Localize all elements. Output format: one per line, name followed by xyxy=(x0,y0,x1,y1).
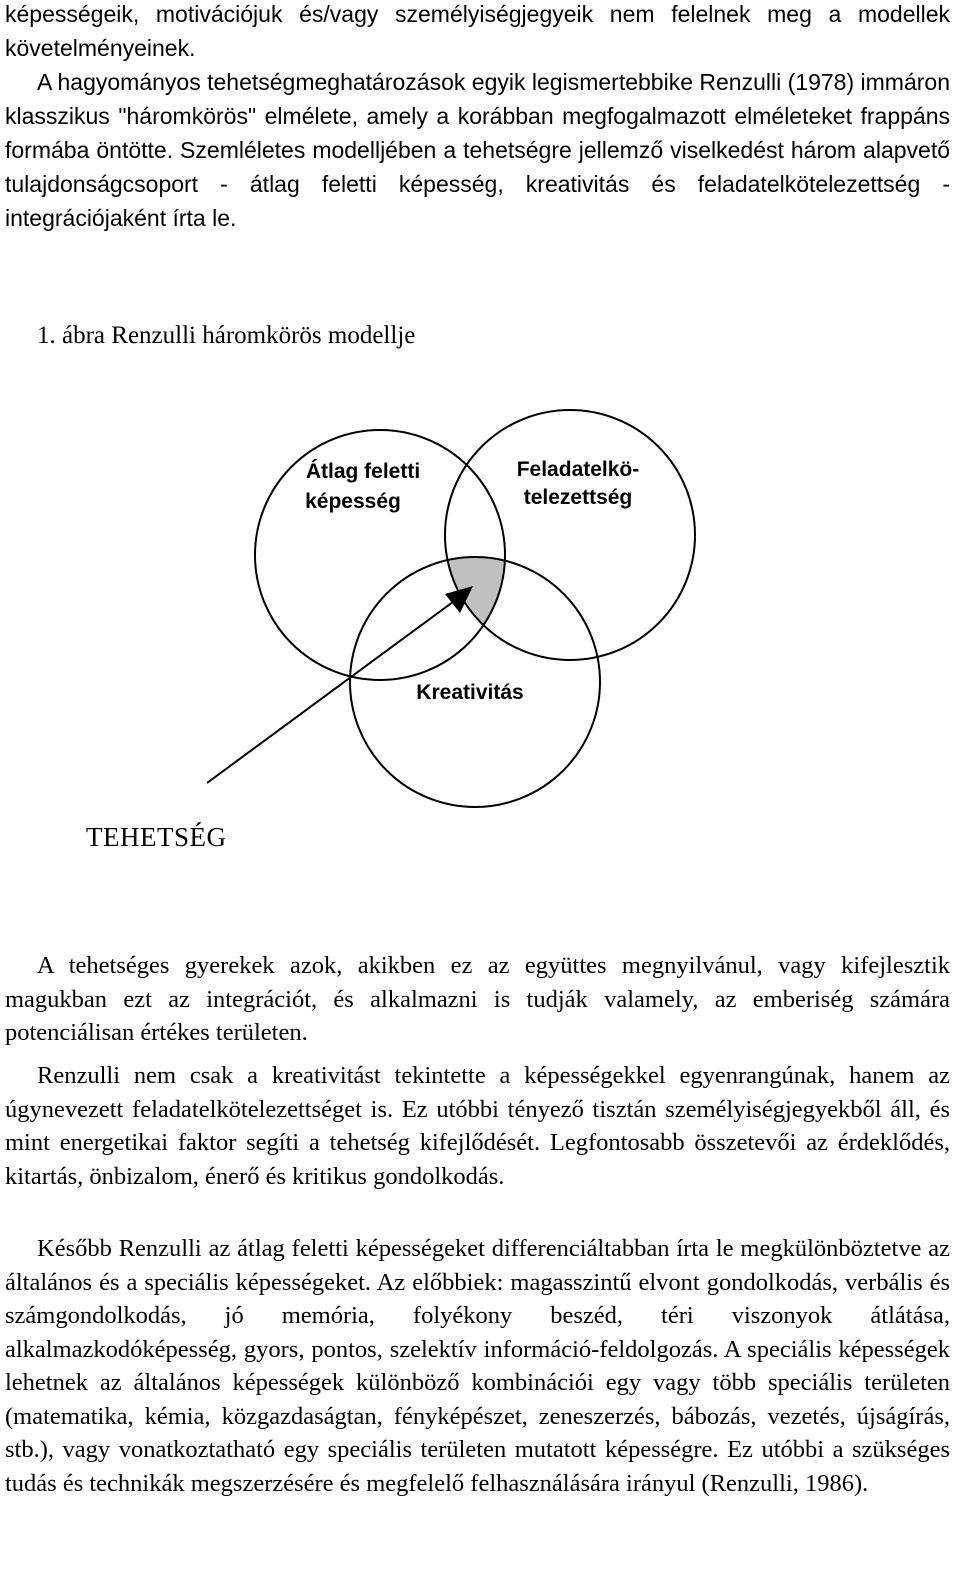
paragraph-3-text: Később Renzulli az átlag feletti képességeket differenciáltabban írta le megkülönböztetve az általános és a speciális képességeket. Az előbbiek: magasszintű elvont gondolkodás, verbális és számgondolkodás, jó memória, folyékony beszéd, téri viszonyok átlátása, alkalmazkodóképesség, gyors, pontos, szelektív információ-feldolgozás. A speciális képességek lehetnek az általános képességek különböző kombinációi egy vagy több speciális területen (matematika, kémia, közgazdaságtan, fényképészet, zeneszerzés, bábozás, vezetés, újságírás, stb.), vagy vonatkoztatható egy speciális területen mutatott képességre. Ez utóbbi a szükséges tudás és technikák megszerzésére és megfelelő felhasználására irányul (Renzulli, 1986). xyxy=(5,1235,950,1497)
ability-label-line2: képesség xyxy=(305,490,401,513)
figure-caption: 1. ábra Renzulli háromkörös modellje xyxy=(37,322,416,349)
paragraph-2-text: Renzulli nem csak a kreativitást tekintette a képességekkel egyenrangúnak, hanem az úgynevezett feladatelkötelezettséget is. Ez utóbbi tényező tisztán személyiségjegyekből áll, és mint energetikai faktor segíti a tehetség kifejlődését. Legfontosabb összetevői az érdeklődés, kitartás, önbizalom, énerő és kritikus gondolkodás. xyxy=(5,1062,950,1190)
talent-label: TEHETSÉG xyxy=(86,822,227,852)
paragraph-1-text: A tehetséges gyerekek azok, akikben ez az együttes megnyilvánul, vagy kifejlesztik magukban ezt az integrációt, és alkalmazni is tudják valamely, az emberiség számára potenciálisan értékes területen. xyxy=(5,952,950,1046)
intro-lead: képességeik, motivációjuk és/vagy személyiségjegyeik nem felelnek meg a modellek követelményeinek. xyxy=(5,1,950,61)
intro-body: A hagyományos tehetségmeghatározások egyik legismertebbike Renzulli (1978) immáron klasszikus "háromkörös" elmélete, amely a korábban megfogalmazott elméleteket frappáns formába öntötte. Szemléletes modelljében a tehetségre jellemző viselkedést három alapvető tulajdonságcsoport - átlag feletti képesség, kreativitás és feladatelkötelezettség - integrációjaként írta le. xyxy=(5,69,950,231)
venn-diagram xyxy=(0,400,960,820)
creativity-label: Kreativitás xyxy=(416,681,524,704)
paragraph-1 xyxy=(5,949,950,1050)
paragraph-3 xyxy=(5,1232,950,1500)
commitment-label-line2: telezettség xyxy=(523,486,633,509)
ability-label-line1: Átlag feletti xyxy=(305,460,421,483)
commitment-label-line1: Feladatelkö- xyxy=(516,458,640,481)
paragraph-2 xyxy=(5,1059,950,1193)
intro-text xyxy=(5,0,950,235)
